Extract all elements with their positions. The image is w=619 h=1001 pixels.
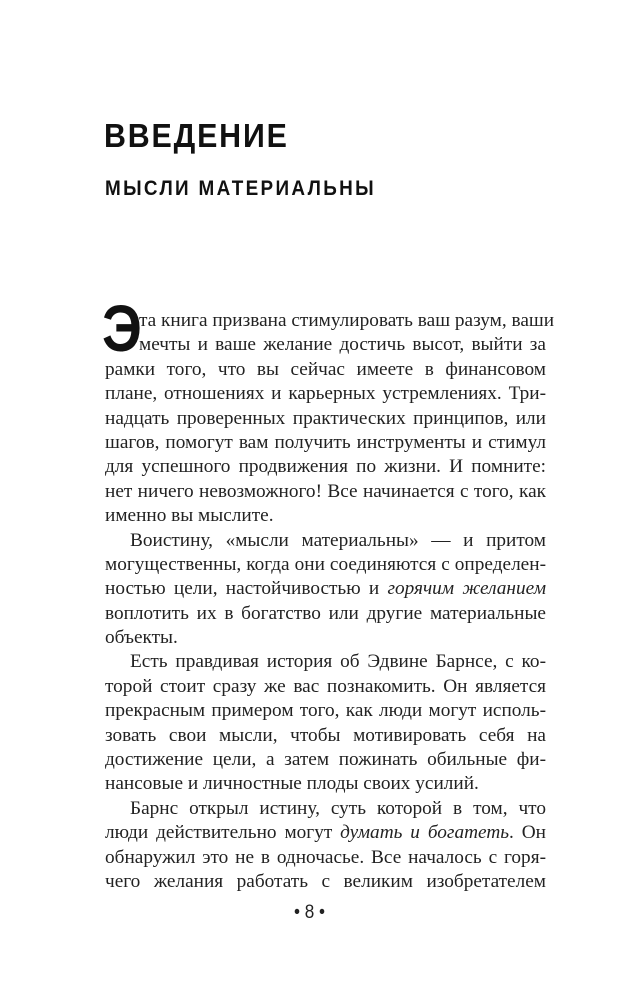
chapter-title: ВВЕДЕНИЕ bbox=[104, 117, 289, 154]
text-line bbox=[105, 553, 546, 577]
text-line bbox=[105, 407, 546, 431]
text-line bbox=[105, 529, 546, 553]
text-segment: именно вы мыслите. bbox=[105, 505, 274, 527]
text-line bbox=[105, 431, 546, 455]
text-segment: Есть правдивая история об Эдвине Барнсе, с ко- bbox=[130, 651, 546, 673]
text-line bbox=[105, 455, 546, 479]
text-segment: торой стоит сразу же вас познакомить. Он является bbox=[105, 675, 546, 697]
text-line bbox=[105, 309, 555, 333]
text-line bbox=[105, 699, 546, 723]
text-segment: для успешного продвижения по жизни. И помните: bbox=[105, 456, 546, 478]
text-segment: нет ничего невозможного! Все начинается с того, как bbox=[105, 480, 546, 502]
drop-cap: Э bbox=[102, 291, 142, 365]
text-line bbox=[105, 724, 546, 748]
text-segment: надцать проверенных практических принципов, или bbox=[105, 407, 546, 429]
text-line bbox=[105, 504, 546, 528]
text-segment: Воистину, «мысли материальны» — и притом bbox=[130, 529, 546, 551]
chapter-subtitle: МЫСЛИ МАТЕРИАЛЬНЫ bbox=[105, 177, 376, 200]
text-segment: обнаружил это не в одночасье. Все началось с горя- bbox=[105, 846, 546, 868]
text-line bbox=[105, 333, 546, 357]
text-segment: Барнс открыл истину, суть которой в том, что bbox=[130, 797, 546, 819]
text-segment: ностью цели, настойчивостью и bbox=[105, 578, 388, 600]
text-segment: та книга призвана стимулировать ваш разум, ваши bbox=[139, 310, 555, 331]
text-segment: достижение цели, а затем пожинать обильные фи- bbox=[105, 749, 546, 771]
text-segment: прекрасным примером того, как люди могут исполь- bbox=[105, 700, 546, 722]
text-segment: нансовые и личностные плоды своих усилий. bbox=[105, 773, 479, 795]
italic-text: думать и богатеть bbox=[340, 822, 510, 844]
text-line bbox=[105, 870, 546, 894]
text-segment: объекты. bbox=[105, 627, 178, 649]
body-text bbox=[105, 309, 555, 894]
text-line bbox=[105, 358, 546, 382]
text-line bbox=[105, 675, 546, 699]
text-line bbox=[105, 480, 546, 504]
text-line bbox=[105, 821, 546, 845]
text-line bbox=[105, 382, 546, 406]
text-line bbox=[105, 797, 546, 821]
text-segment: плане, отношениях и карьерных устремлениях. Три- bbox=[105, 383, 546, 405]
text-line bbox=[105, 602, 546, 626]
text-segment: . Он bbox=[509, 822, 547, 844]
text-segment: мечты и ваше желание достичь высот, выйти за bbox=[139, 334, 546, 356]
text-line bbox=[105, 846, 546, 870]
text-segment: рамки того, что вы сейчас имеете в финансовом bbox=[105, 358, 546, 380]
text-segment: шагов, помогут вам получить инструменты и стимул bbox=[105, 431, 546, 453]
text-line bbox=[105, 626, 546, 650]
italic-text: горячим желанием bbox=[387, 578, 546, 600]
text-segment: воплотить их в богатство или другие материальные bbox=[105, 602, 546, 624]
text-segment: чего желания работать с великим изобретателем bbox=[105, 870, 546, 892]
text-line bbox=[105, 650, 546, 674]
text-line bbox=[105, 772, 546, 796]
text-line bbox=[105, 577, 546, 601]
page-number: • 8 • bbox=[294, 902, 325, 923]
text-line bbox=[105, 748, 546, 772]
text-segment: могущественны, когда они соединяются с определен- bbox=[105, 553, 546, 575]
text-segment: зовать свои мысли, чтобы мотивировать себя на bbox=[105, 724, 546, 746]
text-segment: люди действительно могут bbox=[105, 822, 341, 844]
